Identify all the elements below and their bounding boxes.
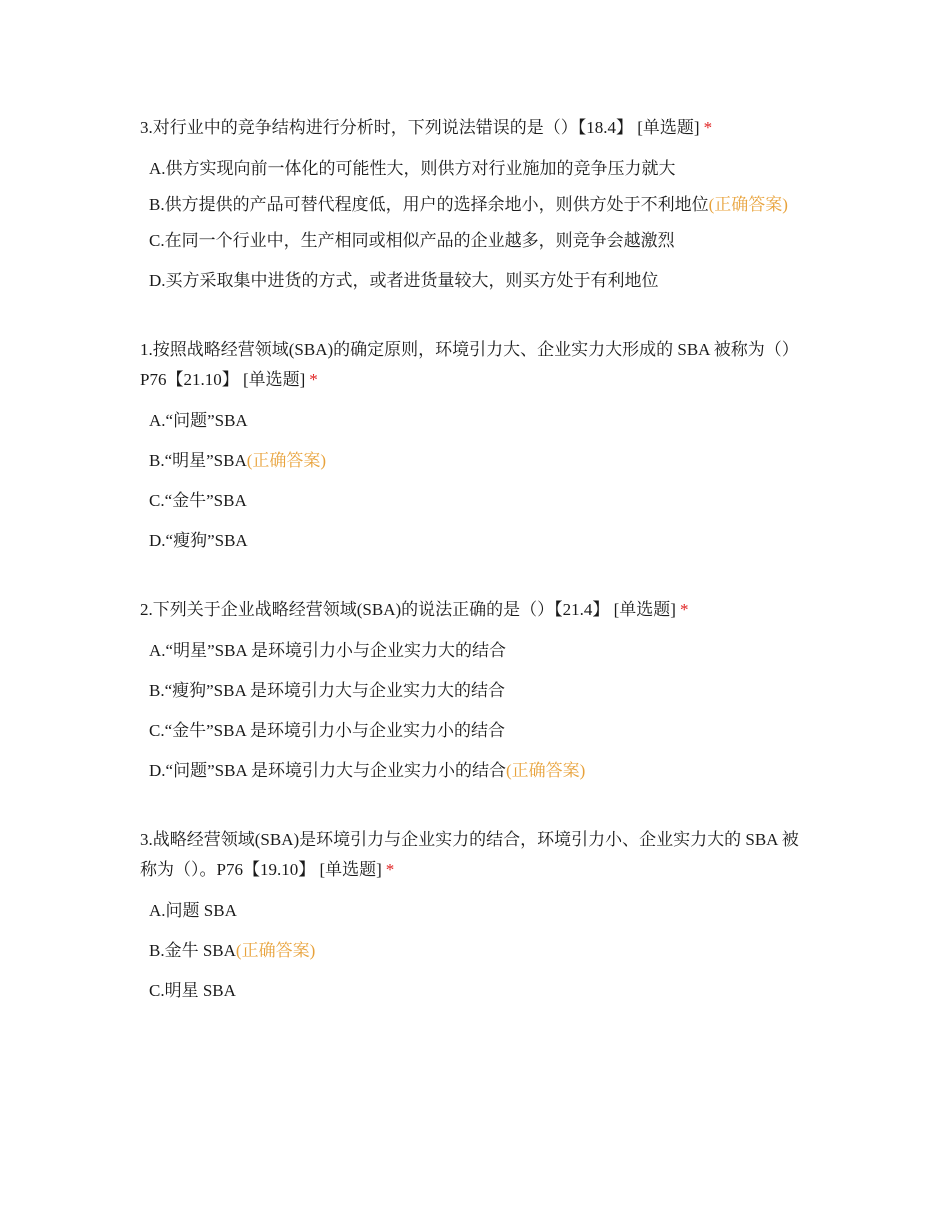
- question-2: [140, 335, 810, 561]
- question-4: [140, 825, 810, 1011]
- question-1: [140, 113, 810, 301]
- required-mark: *: [703, 118, 713, 137]
- question-text: 2.下列关于企业战略经营领域(SBA)的说法正确的是（）【21.4】 [单选题] *: [140, 600, 689, 619]
- required-mark: *: [679, 600, 689, 619]
- question-3: [140, 595, 810, 791]
- option-c[interactable]: C.明星 SBA: [149, 981, 236, 1000]
- option-a[interactable]: A.“明星”SBA 是环境引力小与企业实力大的结合: [149, 641, 506, 660]
- question-text: 1.按照战略经营领域(SBA)的确定原则，环境引力大、企业实力大形成的 SBA 被称为（）P76【21.10】 [单选题] *: [140, 340, 799, 389]
- option-list: [140, 891, 810, 1011]
- option-d[interactable]: D.买方采取集中进货的方式，或者进货量较大，则买方处于有利地位: [149, 271, 659, 290]
- option-b[interactable]: B.供方提供的产品可替代程度低，用户的选择余地小，则供方处于不利地位(正确答案): [149, 195, 788, 214]
- option-d[interactable]: D.“问题”SBA 是环境引力大与企业实力小的结合(正确答案): [149, 761, 586, 780]
- required-mark: *: [385, 860, 395, 879]
- required-mark: *: [309, 370, 318, 389]
- option-c[interactable]: C.“金牛”SBA 是环境引力小与企业实力小的结合: [149, 721, 506, 740]
- correct-answer-tag: (正确答案): [708, 195, 788, 214]
- option-list: [140, 149, 810, 301]
- option-list: [140, 631, 810, 791]
- option-b[interactable]: B.“明星”SBA(正确答案): [149, 451, 327, 470]
- option-a[interactable]: A.供方实现向前一体化的可能性大，则供方对行业施加的竞争压力就大: [149, 159, 676, 178]
- option-list: [140, 401, 810, 561]
- option-b[interactable]: B.“瘦狗”SBA 是环境引力大与企业实力大的结合: [149, 681, 506, 700]
- option-a[interactable]: A.“问题”SBA: [149, 411, 248, 430]
- question-text: 3.战略经营领域(SBA)是环境引力与企业实力的结合，环境引力小、企业实力大的 SBA 被称为（）。P76【19.10】 [单选题] *: [140, 830, 799, 879]
- question-text: 3.对行业中的竞争结构进行分析时，下列说法错误的是（）【18.4】 [单选题] *: [140, 118, 713, 137]
- correct-answer-tag: (正确答案): [506, 761, 586, 780]
- correct-answer-tag: (正确答案): [246, 451, 327, 470]
- option-d[interactable]: D.“瘦狗”SBA: [149, 531, 248, 550]
- option-a[interactable]: A.问题 SBA: [149, 901, 237, 920]
- option-c[interactable]: C.在同一个行业中，生产相同或相似产品的企业越多，则竞争会越激烈: [149, 231, 675, 250]
- option-b[interactable]: B.金牛 SBA(正确答案): [149, 941, 316, 960]
- questionnaire-page: [140, 113, 810, 1045]
- option-c[interactable]: C.“金牛”SBA: [149, 491, 247, 510]
- correct-answer-tag: (正确答案): [235, 941, 316, 960]
